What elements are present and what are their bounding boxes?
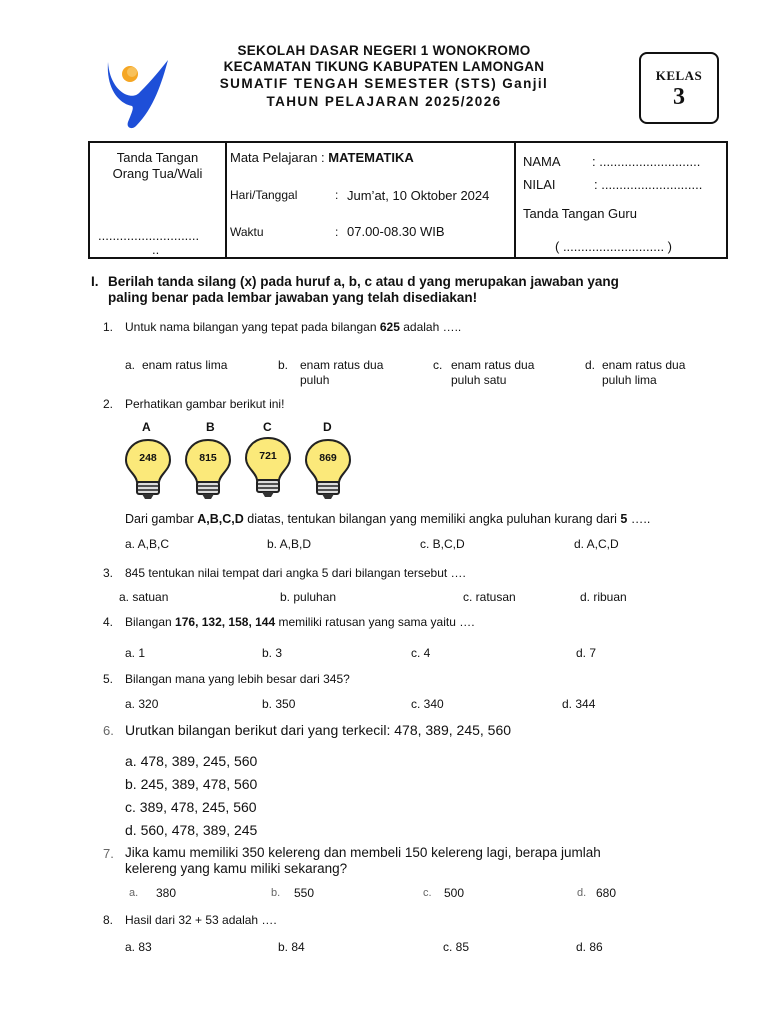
bulb-b-value: 815	[199, 452, 217, 464]
q1-option-a[interactable]: enam ratus lima	[142, 358, 228, 372]
question-1-text	[125, 320, 461, 334]
question-1-number-bold: 625	[379, 320, 400, 334]
q1-option-d-line-2[interactable]: puluh lima	[602, 373, 657, 387]
question-6-number: 6.	[103, 723, 114, 738]
q3-option-c[interactable]: c. ratusan	[463, 590, 516, 604]
question-2-prompt	[125, 512, 650, 526]
question-6-text: Urutkan bilangan berikut dari yang terkecil: 478, 389, 245, 560	[125, 722, 512, 738]
q7-option-c[interactable]: 500	[444, 886, 465, 900]
bulb-c-letter: C	[263, 420, 272, 434]
class-box	[639, 52, 719, 124]
question-2-prompt-bold-2: 5	[620, 512, 628, 526]
question-2-prompt-bold: A,B,C,D	[197, 512, 244, 526]
q6-option-a[interactable]: a. 478, 389, 245, 560	[125, 753, 258, 769]
q7-option-b[interactable]: 550	[294, 886, 315, 900]
q7-option-c-key[interactable]: c.	[423, 887, 432, 899]
school-name: SEKOLAH DASAR NEGERI 1 WONOKROMO	[237, 43, 531, 58]
time-label: Waktu	[230, 225, 264, 239]
bulb-c-value: 721	[259, 450, 277, 462]
info-table	[88, 141, 728, 259]
question-5-number: 5.	[103, 672, 114, 686]
q2-option-d[interactable]: d. A,C,D	[574, 537, 619, 551]
time-value: 07.00-08.30 WIB	[347, 224, 445, 239]
q7-option-a-key[interactable]: a.	[129, 887, 139, 899]
class-label: KELAS	[655, 68, 703, 83]
q7-option-d-key[interactable]: d.	[577, 887, 587, 899]
name-label: NAMA	[523, 154, 561, 169]
question-5-text: Bilangan mana yang lebih besar dari 345?	[125, 672, 350, 686]
subject-value: MATEMATIKA	[328, 150, 414, 165]
exam-title: SUMATIF TENGAH SEMESTER (STS) Ganjil	[219, 76, 549, 91]
q5-option-a[interactable]: a. 320	[125, 697, 159, 711]
q1-option-b-line-1[interactable]: enam ratus dua	[300, 358, 384, 372]
teacher-signature-field[interactable]: ( ............................ )	[555, 239, 673, 254]
q1-option-d-line-1[interactable]: enam ratus dua	[602, 358, 686, 372]
parent-signature-line-end: ..	[152, 242, 160, 257]
q8-option-c[interactable]: c. 85	[443, 940, 470, 954]
bulb-figure	[120, 418, 360, 502]
bulb-d-letter: D	[323, 420, 332, 434]
parent-signature-label-1: Tanda Tangan	[116, 150, 199, 165]
q4-option-b[interactable]: b. 3	[262, 646, 283, 660]
q3-option-d[interactable]: d. ribuan	[580, 590, 627, 604]
question-1-text-start: Untuk nama bilangan yang tepat pada bilangan	[125, 320, 380, 334]
q4-option-c[interactable]: c. 4	[411, 646, 431, 660]
q1-option-b-line-2[interactable]: puluh	[300, 373, 330, 387]
lightbulb-c-icon	[244, 436, 292, 498]
academic-year: TAHUN PELAJARAN 2025/2026	[266, 94, 502, 109]
bulb-b-letter: B	[206, 420, 215, 434]
teacher-signature-label: Tanda Tangan Guru	[523, 206, 637, 221]
date-label: Hari/Tanggal	[230, 188, 298, 202]
q6-option-c[interactable]: c. 389, 478, 245, 560	[125, 799, 257, 815]
question-4-number: 4.	[103, 615, 114, 629]
question-2-number: 2.	[103, 397, 114, 411]
score-label: NILAI	[523, 177, 556, 192]
question-3-number: 3.	[103, 566, 114, 580]
q3-option-b[interactable]: b. puluhan	[280, 590, 337, 604]
info-divider-1	[225, 143, 227, 257]
q4-option-d[interactable]: d. 7	[576, 646, 597, 660]
question-8-number: 8.	[103, 913, 114, 927]
lightbulb-a-icon	[124, 438, 172, 500]
question-4-text	[125, 615, 475, 629]
parent-signature-label-2: Orang Tua/Wali	[112, 166, 203, 181]
q5-option-c[interactable]: c. 340	[411, 697, 444, 711]
date-value: Jum’at, 10 Oktober 2024	[347, 188, 490, 203]
q1-option-d-key[interactable]: d.	[585, 358, 596, 372]
class-number: 3	[673, 84, 685, 110]
date-separator: :	[335, 188, 339, 202]
q5-option-b[interactable]: b. 350	[262, 697, 296, 711]
q1-option-c-line-2[interactable]: puluh satu	[451, 373, 507, 387]
name-field[interactable]: : ............................	[592, 154, 701, 169]
bulb-a-letter: A	[142, 420, 151, 434]
q8-option-b[interactable]: b. 84	[278, 940, 305, 954]
section-numeral: I.	[91, 274, 99, 289]
q6-option-d[interactable]: d. 560, 478, 389, 245	[125, 822, 258, 838]
question-2-text: Perhatikan gambar berikut ini!	[125, 397, 285, 411]
q2-option-c[interactable]: c. B,C,D	[420, 537, 465, 551]
subject-row	[230, 150, 414, 165]
score-field[interactable]: : ............................	[594, 177, 703, 192]
question-4-text-end: memiliki ratusan yang sama yaitu ….	[275, 615, 475, 629]
section-line-2: paling benar pada lembar jawaban yang telah disediakan!	[108, 290, 478, 305]
q7-option-a[interactable]: 380	[156, 886, 177, 900]
q4-option-a[interactable]: a. 1	[125, 646, 146, 660]
q7-option-d[interactable]: 680	[596, 886, 617, 900]
q8-option-d[interactable]: d. 86	[576, 940, 603, 954]
question-2-prompt-end: …..	[627, 512, 651, 526]
subject-label: Mata Pelajaran :	[230, 150, 329, 165]
q8-option-a[interactable]: a. 83	[125, 940, 152, 954]
question-8-text: Hasil dari 32 + 53 adalah ….	[125, 913, 277, 927]
parent-signature-line[interactable]: ............................	[98, 228, 200, 243]
q2-option-b[interactable]: b. A,B,D	[267, 537, 312, 551]
q3-option-a[interactable]: a. satuan	[119, 590, 169, 604]
question-1-number: 1.	[103, 320, 114, 334]
section-line-1: Berilah tanda silang (x) pada huruf a, b, c atau d yang merupakan jawaban yang	[108, 274, 619, 289]
question-7-text-line-2: kelereng yang kamu miliki sekarang?	[125, 861, 348, 876]
q2-option-a[interactable]: a. A,B,C	[125, 537, 170, 551]
bulb-d-value: 869	[319, 452, 337, 464]
q1-option-c-line-1[interactable]: enam ratus dua	[451, 358, 535, 372]
question-4-numbers-bold: 176, 132, 158, 144	[175, 615, 276, 629]
q5-option-d[interactable]: d. 344	[562, 697, 596, 711]
q1-option-c-key[interactable]: c.	[433, 358, 443, 372]
q1-option-b-key[interactable]: b.	[278, 358, 289, 372]
lightbulb-b-icon	[184, 438, 232, 500]
time-separator: :	[335, 225, 339, 239]
question-7-text-line-1: Jika kamu memiliki 350 kelereng dan membeli 150 kelereng lagi, berapa jumlah	[125, 845, 601, 860]
lightbulb-d-icon	[304, 438, 352, 500]
question-4-text-start: Bilangan	[125, 615, 176, 629]
school-district: KECAMATAN TIKUNG KABUPATEN LAMONGAN	[223, 59, 545, 74]
q6-option-b[interactable]: b. 245, 389, 478, 560	[125, 776, 258, 792]
info-divider-2	[514, 143, 516, 257]
question-2-prompt-mid: diatas, tentukan bilangan yang memiliki angka puluhan kurang dari	[243, 512, 621, 526]
q1-option-a-key[interactable]: a.	[125, 358, 136, 372]
q7-option-b-key[interactable]: b.	[271, 887, 281, 899]
question-7-number: 7.	[103, 846, 114, 861]
question-3-text: 845 tentukan nilai tempat dari angka 5 dari bilangan tersebut ….	[125, 566, 466, 580]
bulb-a-value: 248	[139, 452, 157, 464]
question-1-text-end: adalah …..	[399, 320, 462, 334]
question-2-prompt-start: Dari gambar	[125, 512, 198, 526]
section-instruction	[91, 274, 711, 306]
